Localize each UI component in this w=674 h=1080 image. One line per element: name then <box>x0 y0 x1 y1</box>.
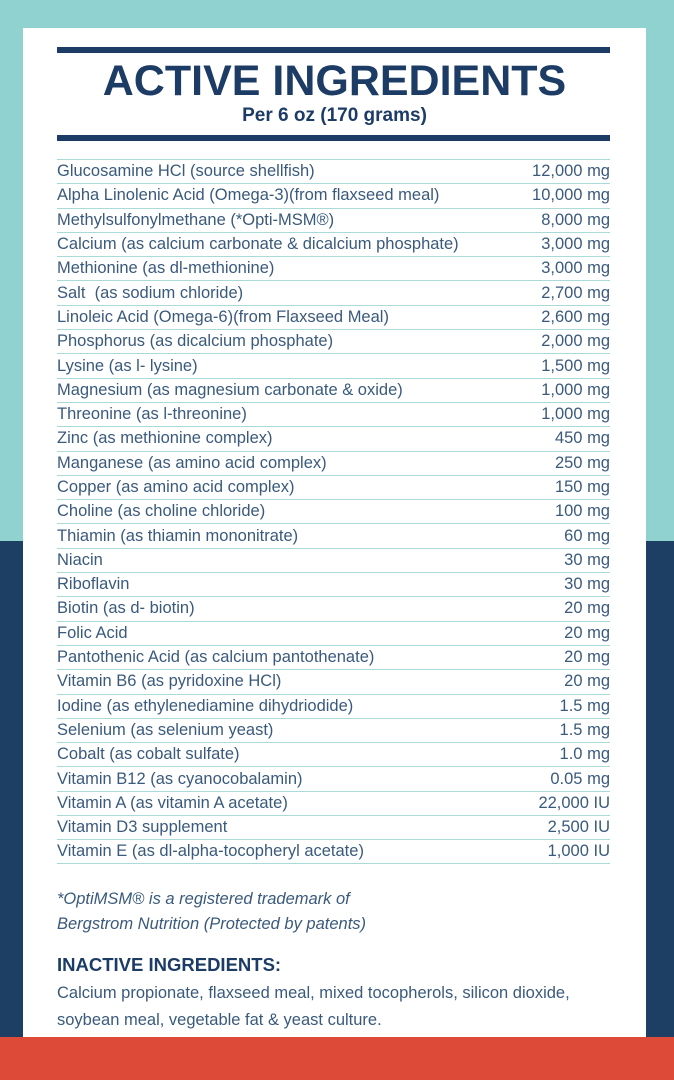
ingredient-amount: 1,000 mg <box>541 380 610 399</box>
table-row <box>57 499 610 523</box>
ingredient-amount: 30 mg <box>564 550 610 569</box>
ingredient-amount: 10,000 mg <box>532 186 610 205</box>
footnote-line-1: *OptiMSM® is a registered trademark of <box>57 889 350 908</box>
serving-size-subtitle: Per 6 oz (170 grams) <box>242 105 427 126</box>
table-row <box>57 694 610 718</box>
ingredient-name: Niacin <box>57 550 103 569</box>
ingredient-name: Riboflavin <box>57 575 130 594</box>
ingredient-name: Linoleic Acid (Omega-6)(from Flaxseed Meal) <box>57 307 389 326</box>
ingredient-amount: 22,000 IU <box>538 793 610 812</box>
ingredient-amount: 20 mg <box>564 672 610 691</box>
page-title: ACTIVE INGREDIENTS <box>102 57 567 105</box>
ingredient-name: Glucosamine HCl (source shellfish) <box>57 162 315 181</box>
ingredient-name: Selenium (as selenium yeast) <box>57 720 274 739</box>
ingredient-amount: 100 mg <box>554 502 610 521</box>
table-row <box>57 766 610 790</box>
ingredient-name: Cobalt (as cobalt sulfate) <box>57 745 240 764</box>
ingredient-amount: 3,000 mg <box>541 235 610 254</box>
ingredient-name: Threonine (as l-threonine) <box>57 405 247 424</box>
ingredient-name: Vitamin B6 (as pyridoxine HCl) <box>57 672 282 691</box>
ingredient-name: Lysine (as l- lysine) <box>57 356 198 375</box>
table-row <box>57 523 610 547</box>
table-row <box>57 742 610 766</box>
ingredient-name: Vitamin D3 supplement <box>57 818 228 837</box>
ingredient-name: Thiamin (as thiamin mononitrate) <box>57 526 299 545</box>
ingredient-amount: 8,000 mg <box>541 210 610 229</box>
ingredient-amount: 3,000 mg <box>541 259 610 278</box>
ingredient-amount: 2,700 mg <box>541 283 610 302</box>
table-row <box>57 596 610 620</box>
ingredient-amount: 150 mg <box>554 478 610 496</box>
table-row <box>57 645 610 669</box>
ingredient-amount: 450 mg <box>554 429 610 448</box>
ingredient-name: Alpha Linolenic Acid (Omega-3)(from flaxseed meal) <box>57 186 440 205</box>
ingredient-name: Pantothenic Acid (as calcium pantothenate) <box>57 648 375 667</box>
ingredient-name: Phosphorus (as dicalcium phosphate) <box>57 332 334 351</box>
table-row <box>57 621 610 645</box>
footer-red-bar <box>0 1037 674 1080</box>
table-row <box>57 159 610 183</box>
table-row <box>57 572 610 596</box>
table-row <box>57 475 610 499</box>
table-row <box>57 353 610 377</box>
ingredient-amount: 20 mg <box>564 648 610 667</box>
ingredient-amount: 250 mg <box>554 453 610 472</box>
table-row <box>57 208 610 232</box>
ingredient-name: Salt (as sodium chloride) <box>57 283 244 302</box>
table-row <box>57 329 610 353</box>
inactive-ingredients-heading: INACTIVE INGREDIENTS: <box>57 953 282 975</box>
table-row <box>57 451 610 475</box>
top-divider-rule <box>57 47 610 53</box>
ingredient-amount: 20 mg <box>564 599 610 618</box>
ingredient-amount: 0.05 mg <box>550 769 610 788</box>
ingredient-amount: 2,600 mg <box>541 307 610 326</box>
ingredient-name: Methionine (as dl-methionine) <box>57 259 275 278</box>
ingredient-amount: 1,000 IU <box>547 841 610 860</box>
ingredient-name: Biotin (as d- biotin) <box>57 599 195 618</box>
ingredient-name: Zinc (as methionine complex) <box>57 429 273 448</box>
ingredient-amount: 2,000 mg <box>541 332 610 351</box>
ingredient-amount: 1.0 mg <box>559 745 610 764</box>
table-row <box>57 378 610 402</box>
table-row <box>57 232 610 256</box>
ingredient-amount: 1,000 mg <box>541 405 610 424</box>
ingredients-table <box>57 159 610 864</box>
table-row <box>57 402 610 426</box>
ingredient-amount: 20 mg <box>564 623 610 642</box>
table-row <box>57 280 610 304</box>
table-row <box>57 548 610 572</box>
table-row <box>57 839 610 863</box>
table-row <box>57 305 610 329</box>
ingredient-name: Vitamin A (as vitamin A acetate) <box>57 793 288 812</box>
ingredient-name: Manganese (as amino acid complex) <box>57 453 327 472</box>
table-row <box>57 256 610 280</box>
trademark-footnote <box>57 887 610 937</box>
table-row <box>57 426 610 450</box>
ingredient-amount: 1,500 mg <box>541 356 610 375</box>
ingredient-name: Calcium (as calcium carbonate & dicalcium phosphate) <box>57 235 459 254</box>
ingredient-name: Methylsulfonylmethane (*Opti-MSM®) <box>57 210 335 229</box>
inactive-ingredients-text: Calcium propionate, flaxseed meal, mixed tocopherols, silicon dioxide, soybean meal, vegetable fat & yeast culture. <box>57 983 570 1029</box>
title-bottom-rule <box>57 135 610 141</box>
ingredient-name: Choline (as choline chloride) <box>57 502 266 521</box>
table-row <box>57 718 610 742</box>
ingredient-amount: 2,500 IU <box>547 818 610 837</box>
table-row <box>57 183 610 207</box>
label-card <box>23 28 646 1037</box>
ingredient-amount: 60 mg <box>564 526 610 545</box>
ingredient-amount: 1.5 mg <box>559 696 610 715</box>
ingredient-name: Vitamin B12 (as cyanocobalamin) <box>57 769 303 788</box>
ingredient-name: Folic Acid <box>57 623 128 642</box>
ingredient-name: Copper (as amino acid complex) <box>57 478 295 496</box>
ingredient-name: Vitamin E (as dl-alpha-tocopheryl acetate) <box>57 841 364 860</box>
ingredient-name: Magnesium (as magnesium carbonate & oxide) <box>57 380 403 399</box>
footnote-line-2: Bergstrom Nutrition (Protected by patents) <box>57 914 367 933</box>
ingredient-amount: 1.5 mg <box>559 720 610 739</box>
ingredient-amount: 12,000 mg <box>532 162 610 181</box>
table-row <box>57 791 610 815</box>
ingredient-amount: 30 mg <box>564 575 610 594</box>
table-row <box>57 815 610 839</box>
ingredient-name: Iodine (as ethylenediamine dihydriodide) <box>57 696 354 715</box>
table-row <box>57 669 610 693</box>
